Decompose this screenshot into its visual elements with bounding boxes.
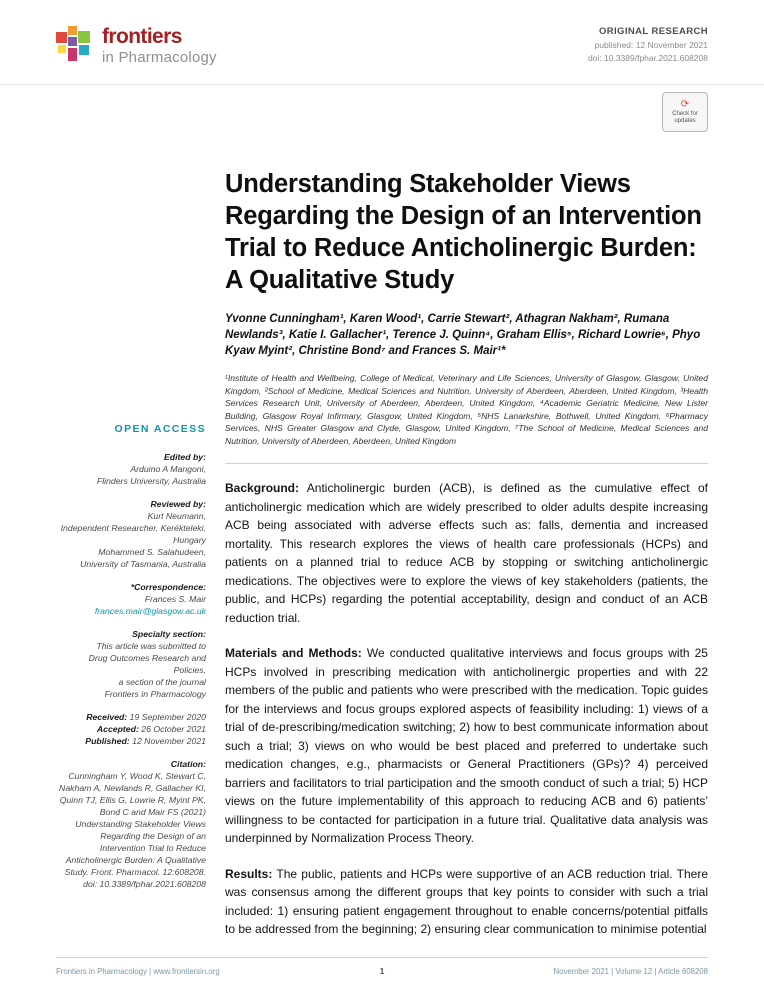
edited-by-line: Flinders University, Australia xyxy=(96,476,206,486)
footer-journal-link[interactable]: Frontiers in Pharmacology | www.frontiersin.org xyxy=(56,967,220,976)
page-footer xyxy=(56,966,708,976)
accepted-value: 26 October 2021 xyxy=(141,724,206,734)
specialty-line: Frontiers in Pharmacology xyxy=(104,689,206,699)
affiliations: ¹Institute of Health and Wellbeing, College of Medical, Veterinary and Life Sciences, University of Glasgow, Glasgow, United Kingdom, ²School of Medicine, Medical Sciences and Nutrition, University of Aberdeen, Aberdeen, United Kingdom, ³Health Services Research Unit, University of Aberdeen, Aberdeen, United Kingdom, ⁴Academic Geriatric Medicine, New Lister Building, Glasgow Royal Infirmary, Glasgow, United Kingdom, ⁵NHS Lanarkshire, Bothwell, United Kingdom, ⁶Pharmacy Services, NHS Greater Glasgow and Clyde, Glasgow, United Kingdom, ⁷The School of Medicine, Medical Sciences and Nutrition, University of Aberdeen, Aberdeen, United Kingdom xyxy=(225,373,708,446)
abstract xyxy=(225,479,708,939)
page-number: 1 xyxy=(379,966,385,976)
check-for-updates-button[interactable] xyxy=(662,92,708,132)
abstract-results-text: The public, patients and HCPs were supportive of an ACB reduction trial. There was consensus among the different groups that key points to consider with such a trial included: 1) ensuring patient engagement throughout to enable concerns/potential pitfalls to be addressed from the beginning; 2) ensuring clear communication to minimise potential xyxy=(225,866,708,936)
reviewed-by-line: Kurt Neumann, xyxy=(147,511,206,521)
article-content xyxy=(225,168,708,956)
check-updates-label: Check for updates xyxy=(672,110,698,124)
accepted-label: Accepted: xyxy=(96,724,139,734)
article-type-label: ORIGINAL RESEARCH xyxy=(598,26,708,37)
main-columns xyxy=(56,168,708,956)
received-date xyxy=(56,711,206,723)
published-label: Published: xyxy=(85,736,130,746)
journal-wordmark xyxy=(102,26,217,65)
logo-word: frontiers xyxy=(102,25,182,48)
specialty-line: Drug Outcomes Research and xyxy=(88,653,206,663)
reviewed-by-heading: Reviewed by: xyxy=(150,499,206,509)
correspondence-heading: *Correspondence: xyxy=(130,582,206,592)
reviewed-by-line: Hungary xyxy=(173,535,206,545)
correspondence-email-link[interactable]: frances.mair@glasgow.ac.uk xyxy=(94,606,206,616)
header-divider xyxy=(0,84,764,85)
abstract-results-label: Results: xyxy=(225,866,273,881)
published-value: 12 November 2021 xyxy=(132,736,206,746)
reviewed-by-line: Independent Researcher, Kerékteleki, xyxy=(60,523,206,533)
check-updates-icon: ⟳ xyxy=(680,98,690,110)
reviewed-by-line: Mohammed S. Salahudeen, xyxy=(98,547,206,557)
abstract-results-paragraph xyxy=(225,865,708,939)
journal-header xyxy=(56,26,708,68)
accepted-date xyxy=(56,723,206,735)
frontiers-logo-mosaic-icon xyxy=(56,26,92,68)
specialty-section-heading: Specialty section: xyxy=(132,629,206,639)
received-label: Received: xyxy=(86,712,128,722)
open-access-badge: OPEN ACCESS xyxy=(114,423,206,435)
abstract-background-paragraph xyxy=(225,479,708,627)
journal-name: in Pharmacology xyxy=(102,49,217,66)
authors-line: Yvonne Cunningham¹, Karen Wood¹, Carrie Stewart², Athagran Nakham², Rumana Newlands³, Katie I. Gallacher¹, Terence J. Quinn⁴, Graham Ellis⁵, Richard Lowrie⁶, Phyo Kyaw Myint², Christine Bond⁷ and Frances S. Mair¹* xyxy=(225,313,701,357)
footer-divider xyxy=(56,957,708,958)
published-date: published: 12 November 2021 xyxy=(594,40,708,50)
abstract-background-label: Background: xyxy=(225,481,300,495)
abstract-methods-paragraph xyxy=(225,644,708,848)
specialty-line: a section of the journal xyxy=(118,677,206,687)
correspondence-name: Frances S. Mair xyxy=(144,594,206,604)
published-date-side xyxy=(56,735,206,747)
edited-by-heading: Edited by: xyxy=(164,452,206,462)
received-value: 19 September 2020 xyxy=(129,712,206,722)
article-title: Understanding Stakeholder Views Regarding the Design of an Intervention Trial to Reduce Anticholinergic Burden: A Qualitative Study xyxy=(225,170,702,294)
specialty-line: This article was submitted to xyxy=(96,641,206,651)
frontiers-logo xyxy=(56,26,217,68)
citation-text: Cunningham Y, Wood K, Stewart C, Nakham A, Newlands R, Gallacher KI, Quinn TJ, Ellis G, Lowrie R, Myint PK, Bond C and Mair FS (2021) Understanding Stakeholder Views Regarding the Design of an Intervention Trial to Reduce Anticholinergic Burden: A Qualitative Study. Front. Pharmacol. 12:608208. doi: 10.3389/fphar.2021.608208 xyxy=(59,771,206,889)
article-info-sidebar xyxy=(56,168,206,956)
doi: doi: 10.3389/fphar.2021.608208 xyxy=(587,53,708,63)
edited-by-line: Arduino A Mangoni, xyxy=(130,464,206,474)
abstract-background-text: Anticholinergic burden (ACB), is defined as the cumulative effect of anticholinergic medication which are widely prescribed to older adults despite increasing ACB being associated with adverse effects such as: falls, dementia and increased mortality. This research explores the views of health care professionals (HCPs) and patients on a planned trial to reduce ACB by stopping or switching anticholinergic medications. The objectives were to explore the views of key stakeholders (patients, the public, and HCPs) regarding the potential acceptability, design and conduct of an ACB reduction trial. xyxy=(225,481,708,625)
abstract-methods-label: Materials and Methods: xyxy=(225,646,362,660)
article-meta xyxy=(588,26,708,63)
footer-issue-info: November 2021 | Volume 12 | Article 608208 xyxy=(553,967,708,976)
abstract-divider xyxy=(225,463,708,464)
abstract-methods-text: We conducted qualitative interviews and focus groups with 25 HCPs involved in prescribing medication with anticholinergic properties and with 22 members of the public and patients who were prescribed with the medication. Topic guides for the interviews and focus groups explored aspects of feasibility including: 1) views of a trial of de-prescribing/medication switching; 2) how to best communicate information about such a trial; 3) views on who would be best placed and preferred to undertake such medication changes, e.g., pharmacists or General Practitioners (GPs)? 4) perceived barriers and facilitators to trial participation and the smooth conduct of such a trial; 5) HCP views on the future implementability of this approach to reducing ACB and 6) patients’ willingness to be contacted for participation in a future trial. Qualitative data analysis was underpinned by Normalization Process Theory. xyxy=(225,646,708,845)
reviewed-by-line: University of Tasmania, Australia xyxy=(80,559,206,569)
specialty-line: Policies, xyxy=(173,665,206,675)
citation-heading: Citation: xyxy=(170,759,206,769)
